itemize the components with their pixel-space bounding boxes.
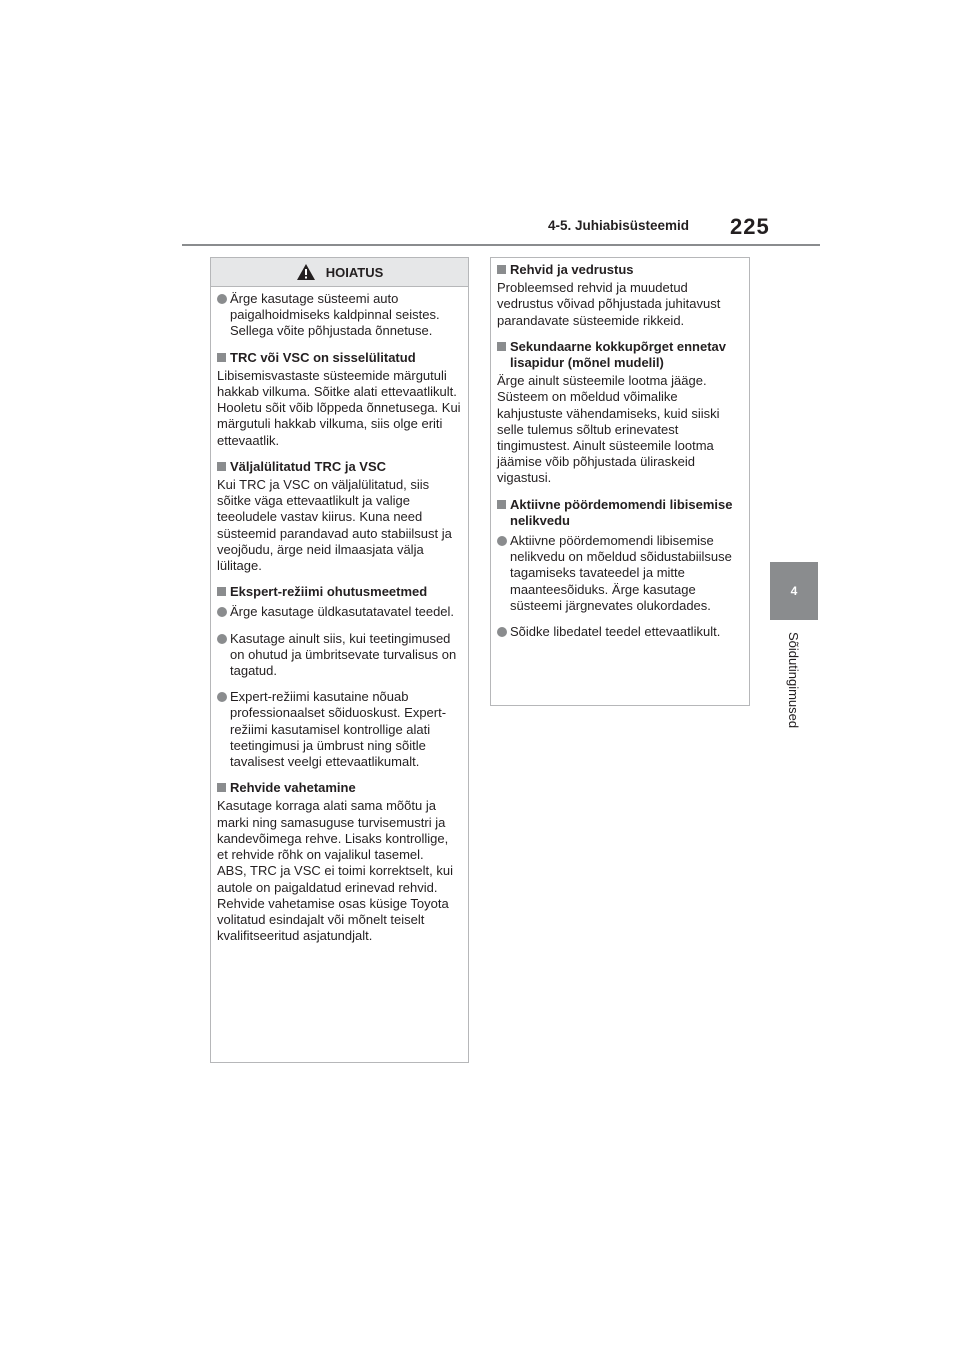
paragraph: Probleemsed rehvid ja muudetud vedrustus võivad põhjustada juhitavust parandavate süsteemide rikkeid. — [497, 280, 721, 328]
paragraph: Kui TRC ja VSC on väljalülitatud, siis sõitke väga ettevaatlikult ja valige teeoludele vastav kiirus. Kuna need süsteemid parandavad auto stabiilsust ja veojõudu, ärge neid ilmaasjata välja lülitage. — [217, 477, 452, 574]
square-bullet-icon — [217, 783, 226, 792]
section-heading — [217, 459, 462, 475]
square-bullet-icon — [497, 500, 506, 509]
section-heading — [217, 780, 462, 796]
warning-triangle-icon — [296, 263, 316, 281]
list-item — [217, 689, 462, 770]
paragraph: Kasutage korraga alati sama mõõtu ja marki ning samasuguse turvisemustri ja kandevõimega rehve. Lisaks kontrollige, et rehvide rõhk on vajalikul tasemel. ABS, TRC ja VSC ei toimi korrektselt, kui autole on paigaldatud erinevad rehvid. Rehvide vahetamise osas küsige Toyota volitatud esindajalt või mõnelt teiselt kvalifitseeritud asjatundjalt. — [217, 798, 453, 944]
section-heading — [217, 350, 462, 366]
header-rule — [182, 244, 820, 246]
section-heading — [497, 339, 743, 371]
section-heading — [217, 584, 462, 600]
bullet-text: Sõidke libedatel teedel ettevaatlikult. — [510, 624, 721, 640]
bullet-icon — [217, 692, 227, 702]
list-item — [497, 624, 743, 640]
warning-box — [210, 257, 469, 1063]
paragraph: Libisemisvastaste süsteemide märgutuli hakkab vilkuma. Sõitke alati ettevaatlikult. Hooletu sõit võib lõppeda õnnetusega. Kui märgutuli hakkab vilkuma, siis olge eriti ettevaatlik. — [217, 367, 461, 448]
list-item — [217, 291, 462, 340]
chapter-number: 4 — [790, 584, 798, 598]
square-bullet-icon — [217, 587, 226, 596]
chapter-tab — [770, 562, 818, 620]
square-bullet-icon — [217, 462, 226, 471]
square-bullet-icon — [497, 342, 506, 351]
bullet-icon — [217, 294, 227, 304]
page-number: 225 — [730, 214, 770, 239]
heading-text: Ekspert-režiimi ohutusmeetmed — [230, 584, 428, 600]
paragraph: Ärge ainult süsteemile lootma jääge. Süsteem on mõeldud võimalike kahjustuste vähendamiseks, kuid siiski selle tulemus sõltub erinevatest tingimustest. Ainult süsteemile lootma jäämise võib põhjustada üliraskeid vigastusi. — [497, 373, 720, 486]
bullet-text: Expert-režiimi kasutaine nõuab professionaalset sõiduoskust. Expert-režiimi kasutamisel kontrollige alati teetingimusi ja ümbrust ning sõitle tavalisest veelgi ettevaatlikumalt. — [230, 689, 447, 770]
heading-text: Rehvid ja vedrustus — [510, 262, 634, 277]
heading-text: Aktiivne pöördemomendi libisemise nelikvedu — [510, 496, 733, 528]
list-item — [217, 631, 462, 680]
heading-text: Väljalülitatud TRC ja VSC — [230, 458, 387, 474]
section-heading — [497, 497, 743, 529]
warning-header — [211, 258, 468, 287]
list-item — [217, 604, 462, 620]
bullet-icon — [497, 627, 507, 637]
bullet-icon — [497, 536, 507, 546]
bullet-text: Aktiivne pöördemomendi libisemise nelikvedu on mõeldud sõidustabiilsuse tagamiseks tavateedel ja mitte maanteesõiduks. Ärge kasutage süsteemi järgnevates olukordades. — [510, 533, 732, 613]
heading-text: Sekundaarne kokkupõrget ennetav lisapidur (mõnel mudelil) — [510, 338, 727, 371]
section-heading — [497, 262, 743, 278]
chapter-label: Sõidutingimused — [786, 632, 801, 729]
section-title: 4-5. Juhiabisüsteemid — [548, 218, 690, 233]
bullet-icon — [217, 607, 227, 617]
caution-box — [490, 257, 750, 706]
bullet-icon — [217, 634, 227, 644]
list-item — [497, 533, 743, 614]
bullet-text: Ärge kasutage süsteemi auto paigalhoidmiseks kaldpinnal seistes. Sellega võite põhjustada õnnetuse. — [230, 291, 440, 339]
warning-title: HOIATUS — [325, 264, 384, 280]
square-bullet-icon — [497, 265, 506, 274]
heading-text: Rehvide vahetamine — [230, 780, 356, 796]
bullet-text: Kasutage ainult siis, kui teetingimused on ohutud ja ümbritsevate turvalisus on tagatud. — [230, 630, 457, 679]
heading-text: TRC või VSC on sisselülitatud — [230, 349, 416, 365]
bullet-text: Ärge kasutage üldkasutatavatel teedel. — [230, 604, 455, 620]
square-bullet-icon — [217, 353, 226, 362]
